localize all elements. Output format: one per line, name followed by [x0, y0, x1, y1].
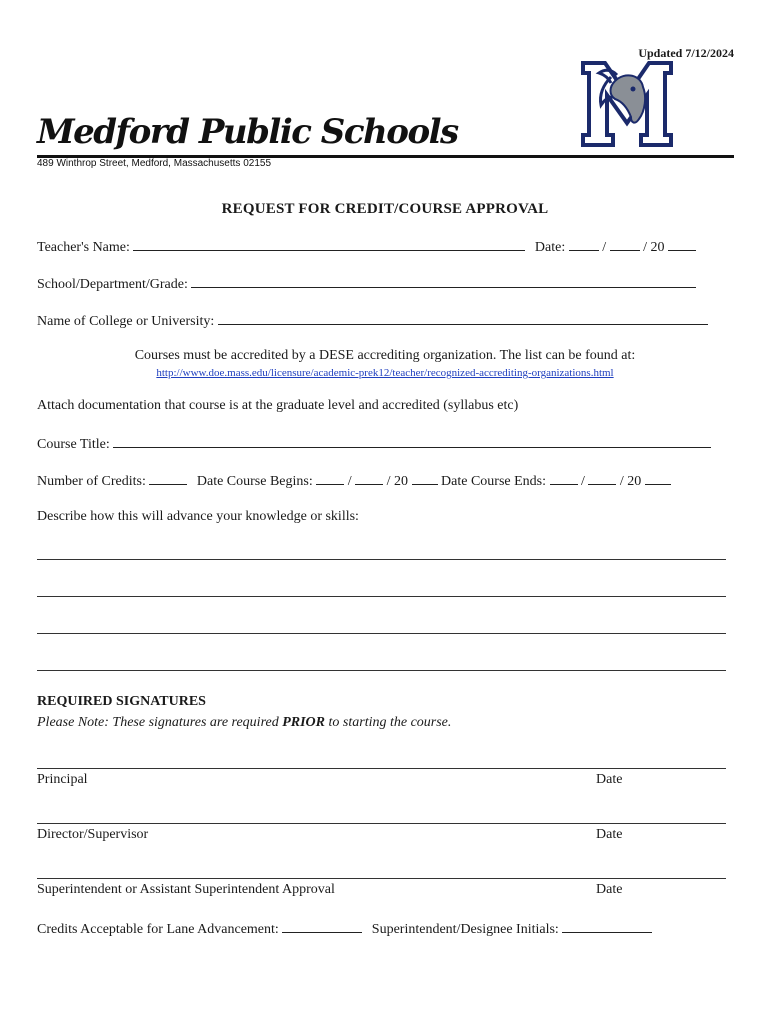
date-month-field[interactable] — [569, 238, 599, 251]
ends-year-field[interactable] — [645, 472, 671, 485]
teacher-name-row: Teacher's Name: Date: / / 20 — [37, 238, 696, 256]
director-signature-line[interactable] — [37, 823, 726, 824]
principal-date-label: Date — [596, 772, 623, 787]
ends-day-field[interactable] — [588, 472, 616, 485]
credits-label: Number of Credits: — [37, 474, 146, 489]
signatures-note — [37, 715, 451, 731]
credits-dates-row: Number of Credits: Date Course Begins: / / 20 Date Course Ends: / / 20 — [37, 472, 671, 490]
form-title: REQUEST FOR CREDIT/COURSE APPROVAL — [221, 201, 549, 217]
superintendent-date-label: Date — [596, 882, 623, 897]
date-label: Date: — [534, 240, 566, 255]
director-date-label: Date — [596, 827, 623, 842]
school-row — [37, 275, 696, 293]
signatures-heading: REQUIRED SIGNATURES — [37, 694, 206, 709]
credits-field[interactable] — [149, 472, 187, 485]
initials-label: Superintendent/Designee Initials: — [371, 922, 559, 937]
credits-acceptable-label: Credits Acceptable for Lane Advancement: — [37, 922, 279, 937]
accreditation-note: Courses must be accredited by a DESE accrediting organization. The list can be found at: — [134, 348, 636, 363]
describe-line-2[interactable] — [37, 596, 726, 597]
accreditation-link[interactable]: http://www.doe.mass.edu/licensure/academic-prek12/teacher/recognized-accrediting-organizations.html — [156, 367, 614, 379]
principal-label: Principal — [37, 772, 88, 787]
district-name: Medford Public Schools — [37, 112, 458, 152]
date-begins-label: Date Course Begins: — [196, 474, 313, 489]
describe-line-1[interactable] — [37, 559, 726, 560]
ends-year-prefix: 20 — [627, 474, 642, 489]
signatures-note-emphasis: PRIOR — [282, 715, 326, 730]
date-ends-label: Date Course Ends: — [441, 474, 547, 489]
teacher-name-field[interactable] — [133, 238, 525, 251]
course-title-label: Course Title: — [37, 437, 110, 452]
mustang-m-logo-icon — [581, 61, 673, 147]
begins-year-field[interactable] — [412, 472, 438, 485]
begins-day-field[interactable] — [355, 472, 383, 485]
course-title-field[interactable] — [113, 435, 711, 448]
attach-note: Attach documentation that course is at the graduate level and accredited (syllabus etc) — [37, 398, 519, 413]
district-address: 489 Winthrop Street, Medford, Massachusetts 02155 — [37, 158, 272, 169]
college-row — [37, 312, 708, 330]
date-year-prefix: 20 — [650, 240, 665, 255]
begins-year-prefix: 20 — [394, 474, 409, 489]
updated-date: Updated 7/12/2024 — [638, 46, 734, 60]
describe-label: Describe how this will advance your knowledge or skills: — [37, 509, 359, 524]
describe-line-3[interactable] — [37, 633, 726, 634]
ends-month-field[interactable] — [550, 472, 578, 485]
initials-field[interactable] — [562, 920, 652, 933]
school-field[interactable] — [191, 275, 696, 288]
superintendent-label: Superintendent or Assistant Superintendent Approval — [37, 882, 335, 897]
course-title-row — [37, 435, 711, 453]
superintendent-signature-line[interactable] — [37, 878, 726, 879]
school-label: School/Department/Grade: — [37, 277, 188, 292]
date-day-field[interactable] — [610, 238, 640, 251]
school-logo — [581, 61, 673, 147]
college-field[interactable] — [218, 312, 708, 325]
principal-signature-line[interactable] — [37, 768, 726, 769]
teacher-name-label: Teacher's Name: — [37, 240, 130, 255]
college-label: Name of College or University: — [37, 314, 215, 329]
describe-line-4[interactable] — [37, 670, 726, 671]
signatures-note-after: to starting the course. — [325, 715, 452, 730]
begins-month-field[interactable] — [316, 472, 344, 485]
date-year-field[interactable] — [668, 238, 696, 251]
lane-advancement-row — [37, 920, 652, 938]
credits-acceptable-field[interactable] — [282, 920, 362, 933]
signatures-note-before: Please Note: These signatures are required — [37, 715, 283, 730]
director-label: Director/Supervisor — [37, 827, 149, 842]
